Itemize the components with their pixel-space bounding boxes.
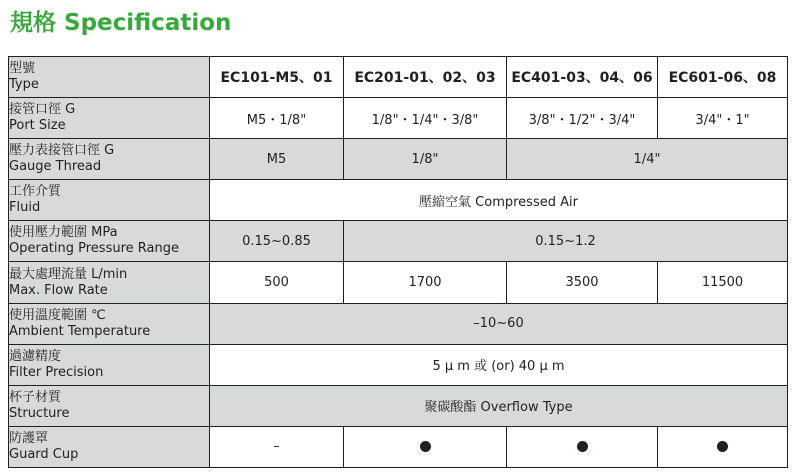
- table-cell: 1/8"・1/4"・3/8": [344, 98, 507, 139]
- row-label-gauge-thread: [9, 139, 210, 180]
- label-zh: 使用壓力範圍 MPa: [9, 225, 118, 241]
- row-label-flow: [9, 262, 210, 303]
- table-cell: 5 μ m 或 (or) 40 μ m: [210, 344, 788, 385]
- row-label-fluid: [9, 180, 210, 221]
- table-row-type: [9, 57, 788, 98]
- table-row-port-size: [9, 98, 788, 139]
- row-label-filter: [9, 344, 210, 385]
- label-en: Fluid: [9, 200, 41, 216]
- label-en: Filter Precision: [9, 364, 104, 380]
- model-header: EC101-M5、01: [210, 57, 344, 98]
- table-cell: –10~60: [210, 303, 788, 344]
- filled-dot-icon: [717, 441, 728, 452]
- table-cell: [507, 426, 658, 467]
- table-cell: M5・1/8": [210, 98, 344, 139]
- label-en: Max. Flow Rate: [9, 282, 108, 298]
- model-header: EC401-03、04、06: [507, 57, 658, 98]
- table-cell: M5: [210, 139, 344, 180]
- table-row-fluid: [9, 180, 788, 221]
- model-header: EC601-06、08: [658, 57, 788, 98]
- label-en: Guard Cup: [9, 446, 79, 462]
- label-zh: 防護罩: [9, 430, 49, 446]
- table-row-structure: [9, 385, 788, 426]
- table-cell: 1/8": [344, 139, 507, 180]
- row-label-temperature: [9, 303, 210, 344]
- row-label-guard: [9, 426, 210, 467]
- specification-table: [8, 56, 788, 468]
- label-en: Operating Pressure Range: [9, 241, 179, 257]
- table-cell: 1/4": [507, 139, 788, 180]
- row-label-structure: [9, 385, 210, 426]
- label-zh: 杯子材質: [9, 389, 62, 405]
- table-cell: 1700: [344, 262, 507, 303]
- table-cell: 壓縮空氣 Compressed Air: [210, 180, 788, 221]
- label-en: Type: [9, 77, 39, 93]
- table-row-filter: [9, 344, 788, 385]
- table-row-guard: [9, 426, 788, 467]
- row-label-type: [9, 57, 210, 98]
- table-cell: 500: [210, 262, 344, 303]
- label-zh: 工作介質: [9, 184, 62, 200]
- label-en: Port Size: [9, 118, 66, 134]
- label-zh: 壓力表接管口徑 G: [9, 143, 115, 159]
- table-cell: 3/8"・1/2"・3/4": [507, 98, 658, 139]
- filled-dot-icon: [577, 441, 588, 452]
- filled-dot-icon: [420, 441, 431, 452]
- table-row-flow: [9, 262, 788, 303]
- table-cell: 3500: [507, 262, 658, 303]
- label-zh: 最大處理流量 L/min: [9, 266, 128, 282]
- label-en: Gauge Thread: [9, 159, 102, 175]
- table-cell: 0.15~1.2: [344, 221, 788, 262]
- table-cell: 聚碳酸酯 Overflow Type: [210, 385, 788, 426]
- label-en: Ambient Temperature: [9, 323, 151, 339]
- table-cell: [658, 426, 788, 467]
- table-cell: 0.15~0.85: [210, 221, 344, 262]
- label-zh: 過濾精度: [9, 348, 62, 364]
- table-cell: 11500: [658, 262, 788, 303]
- table-cell: –: [210, 426, 344, 467]
- page-title: 規格 Specification: [10, 10, 232, 36]
- model-header: EC201-01、02、03: [344, 57, 507, 98]
- table-row-temperature: [9, 303, 788, 344]
- table-row-gauge-thread: [9, 139, 788, 180]
- label-zh: 型號: [9, 61, 36, 77]
- table-cell: 3/4"・1": [658, 98, 788, 139]
- table-cell: [344, 426, 507, 467]
- table-row-pressure: [9, 221, 788, 262]
- label-en: Structure: [9, 405, 70, 421]
- row-label-pressure: [9, 221, 210, 262]
- row-label-port-size: [9, 98, 210, 139]
- label-zh: 使用溫度範圍 ℃: [9, 307, 106, 323]
- label-zh: 接管口徑 G: [9, 102, 76, 118]
